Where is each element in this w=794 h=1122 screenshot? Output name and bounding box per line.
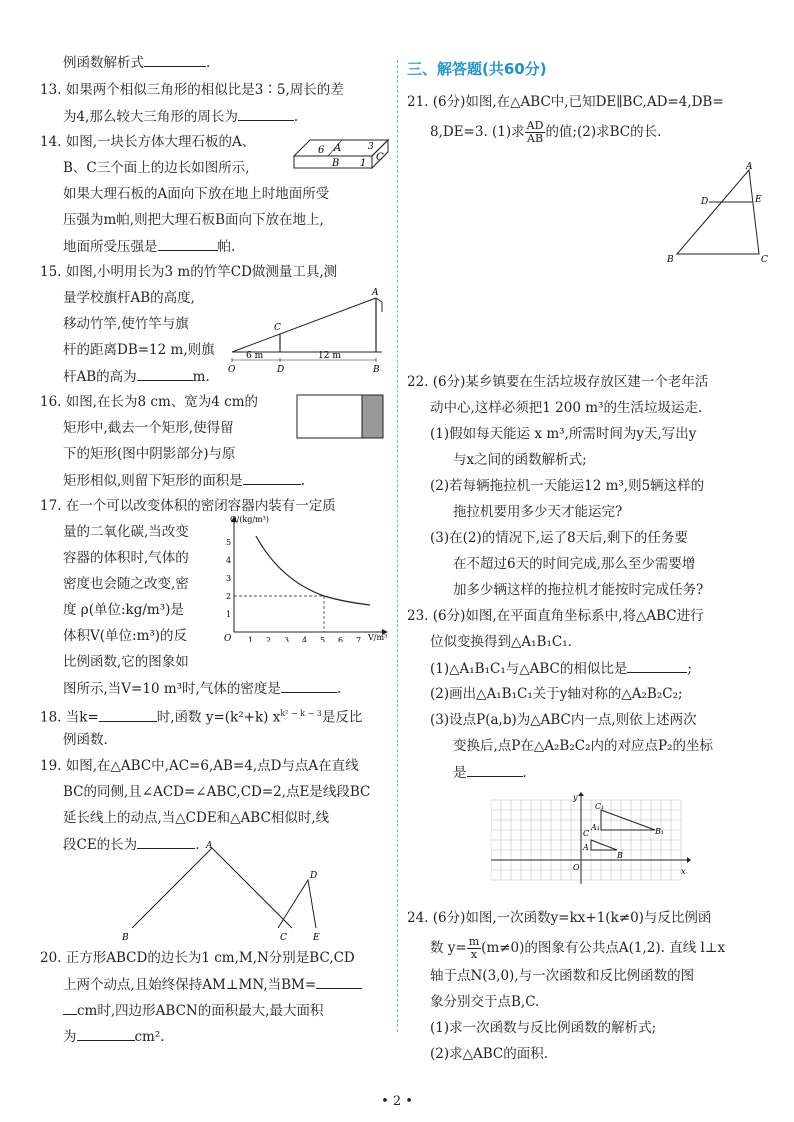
q17-xtick: 3 xyxy=(284,636,290,642)
q13-line2: 为4,那么较大三角形的周长为 . xyxy=(63,106,298,127)
q23-label-b: B xyxy=(617,851,623,860)
q21-label-c: C xyxy=(761,255,768,265)
q17-line8: 图所示,当V=10 m³时,气体的密度是 . xyxy=(63,678,341,699)
q23-label-x: x xyxy=(681,867,686,876)
q24-line2: 数 y= $\frac{m}{x}$ (m≠0)的图象有公共点A(1,2). 直线 l⊥x xyxy=(430,935,726,961)
q18-line1: 18. 当k= 时,函数 y=(k²+k) $x^{k^2 - k - 3}$是反比 xyxy=(40,704,362,728)
q21-line1: 21. (6分)如图,在△ABC中,已知DE∥BC,AD=4,DB= xyxy=(407,94,724,110)
q21-fraction: $\frac{AD}{AB}$ xyxy=(526,119,544,145)
q14-line1: 14. 如图,一块长方体大理石板的A、 xyxy=(40,134,256,150)
q22-line6: 拖拉机要用多少天才能运完? xyxy=(453,504,623,520)
q17-xtick: 7 xyxy=(356,636,362,642)
q23-label-b1: B₁ xyxy=(655,827,665,836)
q21-figure-triangle xyxy=(663,160,773,270)
q22-line2: 动中心,这样必须把1 200 m³的生活垃圾运走. xyxy=(430,400,703,416)
q23-label-o: O xyxy=(573,863,580,872)
q16-line2: 矩形中,截去一个矩形,使得留 xyxy=(63,420,234,436)
q24-line5: (1)求一次函数与反比例函数的解析式; xyxy=(430,1020,657,1036)
q17-origin: O xyxy=(224,634,232,642)
q17-line7: 比例函数,它的图象如 xyxy=(63,654,189,670)
q17-xtick: 2 xyxy=(266,636,272,642)
q15-line1: 15. 如图,小明用长为3 m的竹竿CD做测量工具,测 xyxy=(40,264,338,280)
q15-label-o: O xyxy=(228,365,236,375)
q17-xtick: 1 xyxy=(248,636,254,642)
q23-label-a1: A₁ xyxy=(591,823,600,832)
q24-line4: 象分别交于点B,C. xyxy=(430,994,540,1010)
q21-label-b: B xyxy=(667,255,674,265)
q15-label-c: C xyxy=(274,323,281,333)
q15-label-12m: 12 m xyxy=(318,351,341,361)
q15-line5: 杆AB的高为 m. xyxy=(63,366,210,387)
q15-line3: 移动竹竿,使竹竿与旗 xyxy=(63,316,189,332)
q16-line3: 下的矩形(图中阴影部分)与原 xyxy=(63,446,236,462)
q17-ytick: 4 xyxy=(226,556,232,565)
page-number: • 2 • xyxy=(381,1094,413,1109)
q21-line2: 8,DE=3. (1)求 $\frac{AD}{AB}$ 的值;(2)求BC的长. xyxy=(430,119,662,145)
q19-label-c: C xyxy=(280,933,287,943)
q15-line2: 量学校旗杆AB的高度, xyxy=(63,290,195,306)
q14-line2: B、C三个面上的边长如图所示, xyxy=(63,160,250,176)
q14-label-1: 1 xyxy=(360,158,367,169)
q17-xticks xyxy=(248,636,361,642)
q23-label-c1: C₁ xyxy=(595,802,605,811)
q23-label-c: C xyxy=(583,829,590,838)
q20-line4: 为 cm². xyxy=(63,1026,165,1047)
q22-line3: (1)假如每天能运 x m³,所需时间为y天,写出y xyxy=(430,426,697,442)
q13-line1: 13. 如果两个相似三角形的相似比是3∶5,周长的差 xyxy=(40,82,344,98)
q17-xlabel: V/m³ xyxy=(368,633,388,642)
q17-ytick: 5 xyxy=(226,538,232,547)
q17-yticks xyxy=(226,538,231,619)
q19-line4: 段CE的长为 . xyxy=(63,834,199,855)
q19-figure-triangles xyxy=(120,840,320,946)
column-divider xyxy=(397,60,398,1032)
q23-label-y: y xyxy=(573,793,578,802)
q17-xtick: 6 xyxy=(338,636,344,642)
q21-label-e: E xyxy=(755,195,762,205)
q22-line9: 加多少辆这样的拖拉机才能按时完成任务? xyxy=(453,582,704,598)
q14-label-a: A xyxy=(334,143,342,154)
q23-line5: (3)设点P(a,b)为△ABC内一点,则依上述两次 xyxy=(430,712,697,728)
q14-line4: 压强为m帕,则把大理石板B面向下放在地上, xyxy=(63,212,324,228)
q14-label-b: B xyxy=(332,158,340,169)
q23-line7: 是 . xyxy=(453,762,527,783)
q17-line6: 体积V(单位:m³)的反 xyxy=(63,628,188,644)
q19-line3: 延长线上的动点,当△CDE和△ABC相似时,线 xyxy=(63,810,330,826)
q17-line4: 密度也会随之改变,密 xyxy=(63,576,189,592)
q23-line6: 变换后,点P在△A₂B₂C₂内的对应点P₂的坐标 xyxy=(453,738,713,754)
q20-line2: 上两个动点,且始终保持AM⊥MN,当BM= xyxy=(63,974,362,995)
section-title: 三、解答题(共60分) xyxy=(407,60,547,78)
q14-label-6: 6 xyxy=(318,145,325,156)
q15-label-b: B xyxy=(373,365,380,375)
q19-label-b: B xyxy=(122,933,129,943)
q24-line3: 轴于点N(3,0),与一次函数和反比例函数的图 xyxy=(430,968,695,984)
q14-line5: 地面所受压强是 帕. xyxy=(63,236,235,257)
q17-line5: 度 ρ(单位:kg/m³)是 xyxy=(63,602,184,618)
q24-line6: (2)求△ABC的面积. xyxy=(430,1046,549,1062)
q15-label-6m: 6 m xyxy=(246,351,264,361)
q17-ytick: 1 xyxy=(226,610,232,619)
q22-line5: (2)若每辆拖拉机一天能运12 m³,则5辆这样的 xyxy=(430,478,705,494)
q16-figure-rectangle xyxy=(296,394,386,440)
q16-line4: 矩形相似,则留下矩形的面积是 . xyxy=(63,470,305,491)
q17-ytick: 3 xyxy=(226,574,232,583)
q17-ytick: 2 xyxy=(226,592,232,601)
q22-line1: 22. (6分)某乡镇要在生活垃圾存放区建一个老年活 xyxy=(407,374,709,390)
q17-xtick: 4 xyxy=(302,636,308,642)
q17-line1: 17. 在一个可以改变体积的密闭容器内装有一定质 xyxy=(40,498,336,514)
q22-line4: 与x之间的函数解析式; xyxy=(453,452,587,468)
q23-line3: (1)△A₁B₁C₁与△ABC的相似比是 ; xyxy=(430,658,692,679)
q18-line2: 例函数. xyxy=(63,732,108,748)
q19-label-e: E xyxy=(313,933,320,943)
q23-line1: 23. (6分)如图,在平面直角坐标系中,将△ABC进行 xyxy=(407,608,704,624)
q17-figure-density-graph xyxy=(220,512,392,642)
q15-label-d: D xyxy=(277,365,285,375)
q15-figure-flagpole xyxy=(228,288,388,376)
q23-figure-grid xyxy=(491,792,691,888)
q12-tail: 例函数解析式 . xyxy=(63,52,210,73)
q24-fraction: $\frac{m}{x}$ xyxy=(468,935,480,961)
q23-line4: (2)画出△A₁B₁C₁关于y轴对称的△A₂B₂C₂; xyxy=(430,686,683,702)
q19-line1: 19. 如图,在△ABC中,AC=6,AB=4,点D与点A在直线 xyxy=(40,758,359,774)
q20-line1: 20. 正方形ABCD的边长为1 cm,M,N分别是BC,CD xyxy=(40,950,355,966)
q14-line3: 如果大理石板的A面向下放在地上时地面所受 xyxy=(63,186,330,202)
q23-label-a: A xyxy=(583,843,589,852)
q14-label-3: 3 xyxy=(368,142,374,152)
q23-line2: 位似变换得到△A₁B₁C₁. xyxy=(430,634,572,650)
q19-line2: BC的同侧,且∠ACD=∠ABC,CD=2,点E是线段BC xyxy=(63,784,371,800)
q17-line2: 量的二氧化碳,当改变 xyxy=(63,524,189,540)
q15-line4: 杆的距离DB=12 m,则旗 xyxy=(63,342,215,358)
q17-ylabel: Q/(kg/m³) xyxy=(230,515,269,524)
q19-label-d: D xyxy=(310,871,318,881)
q17-curve xyxy=(256,536,370,605)
q17-line3: 容器的体积时,气体的 xyxy=(63,550,189,566)
q21-label-a: A xyxy=(746,162,753,172)
q19-label-a: A xyxy=(206,841,213,851)
q22-line8: 在不超过6天的时间完成,那么至少需要增 xyxy=(453,556,696,572)
q20-line3: cm时,四边形ABCN的面积最大,最大面积 xyxy=(63,1000,324,1021)
q24-line1: 24. (6分)如图,一次函数y=kx+1(k≠0)与反比例函 xyxy=(407,910,712,926)
q15-label-a: A xyxy=(372,288,379,298)
q23-triangle-abc xyxy=(591,840,617,850)
q14-label-c: C xyxy=(376,152,384,163)
q17-xtick: 5 xyxy=(320,636,326,642)
q14-figure-marble-slab xyxy=(290,132,390,172)
q16-line1: 16. 如图,在长为8 cm、宽为4 cm的 xyxy=(40,394,259,410)
q22-line7: (3)在(2)的情况下,运了8天后,剩下的任务要 xyxy=(430,530,688,546)
q21-label-d: D xyxy=(701,197,709,207)
